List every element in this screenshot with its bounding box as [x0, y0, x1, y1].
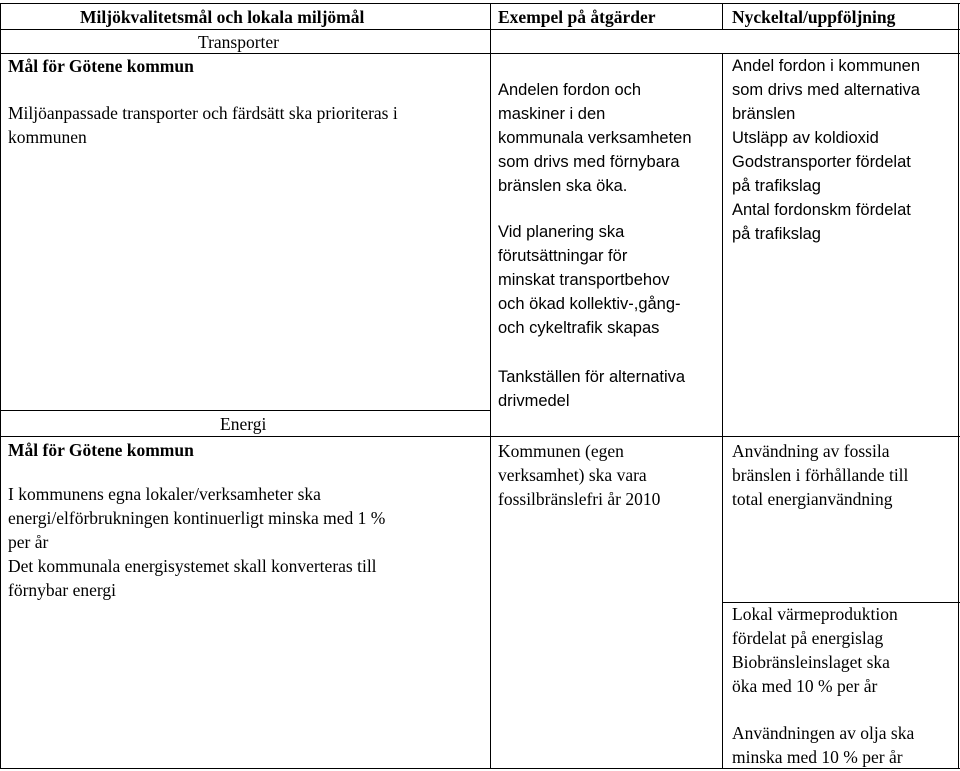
action-line: kommunala verksamheten — [498, 129, 692, 147]
action-line: Kommunen (egen — [498, 441, 624, 461]
transport-goal-line: kommunen — [8, 127, 87, 147]
header-actions: Exempel på åtgärder — [498, 7, 656, 27]
kpi-line: Godstransporter fördelat — [732, 153, 911, 171]
action-line: maskiner i den — [498, 105, 606, 123]
action-line: som drivs med förnybara — [498, 153, 680, 171]
energy-kpis-1 — [732, 439, 908, 511]
kpi-line: bränslen i förhållande till — [732, 465, 909, 485]
energy-kpis-3 — [732, 721, 914, 769]
kpi-line: Användning av fossila — [732, 441, 890, 461]
energy-goal-line: förnybar energi — [8, 580, 117, 600]
action-line: bränslen ska öka. — [498, 177, 628, 195]
kpi-line: Användningen av olja ska — [732, 723, 915, 743]
table-border-top — [0, 3, 960, 4]
transport-goal-title: Mål för Götene kommun — [8, 56, 194, 76]
column-divider-2-header — [722, 3, 723, 29]
transport-actions-3 — [498, 365, 685, 413]
energy-goal-title: Mål för Götene kommun — [8, 440, 194, 460]
action-line: fossilbränslefri år 2010 — [498, 489, 661, 509]
kpi-line: total energianvändning — [732, 489, 893, 509]
energy-goal-line: per år — [8, 532, 49, 552]
section-transport: Transporter — [198, 32, 280, 52]
energy-actions — [498, 439, 660, 511]
kpi-line: på trafikslag — [732, 177, 821, 195]
energy-goal-line: energi/elförbrukningen kontinuerligt minska med 1 % — [8, 508, 386, 528]
energy-goal-line: Det kommunala energisystemet skall konverteras till — [8, 556, 377, 576]
action-line: drivmedel — [498, 392, 570, 410]
energy-goal-line: I kommunens egna lokaler/verksamheter ska — [8, 484, 321, 504]
header-kpis: Nyckeltal/uppföljning — [732, 7, 896, 27]
action-line: verksamhet) ska vara — [498, 465, 647, 485]
energy-kpis-2 — [732, 602, 898, 698]
kpi-line: öka med 10 % per år — [732, 676, 878, 696]
kpi-line: som drivs med alternativa — [732, 81, 920, 99]
action-line: Andelen fordon och — [498, 81, 642, 99]
action-line: minskat transportbehov — [498, 271, 670, 289]
kpi-line: bränslen — [732, 105, 796, 123]
table-border-right — [958, 3, 959, 769]
action-line: Vid planering ska — [498, 223, 625, 241]
transport-kpis — [732, 54, 920, 246]
transport-actions-2 — [498, 220, 681, 340]
action-line: Tankställen för alternativa — [498, 368, 686, 386]
kpi-line: fördelat på energislag — [732, 628, 884, 648]
action-line: förutsättningar för — [498, 247, 628, 265]
kpi-line: Utsläpp av koldioxid — [732, 129, 879, 147]
action-line: och cykeltrafik skapas — [498, 319, 660, 337]
action-line: och ökad kollektiv-,gång- — [498, 295, 681, 313]
kpi-line: Lokal värmeproduktion — [732, 604, 898, 624]
section-energy: Energi — [220, 414, 267, 434]
energy-goal-text — [8, 482, 385, 602]
energy-section-divider — [0, 436, 960, 437]
transport-actions-1 — [498, 78, 692, 198]
header-goals: Miljökvalitetsmål och lokala miljömål — [80, 7, 365, 27]
kpi-line: Andel fordon i kommunen — [732, 57, 921, 75]
transport-goal-text — [8, 101, 398, 149]
kpi-line: Biobränsleinslaget ska — [732, 652, 890, 672]
column-divider-1 — [490, 3, 491, 769]
transport-goal-line: Miljöanpassade transporter och färdsätt ska prioriteras i — [8, 103, 398, 123]
kpi-line: på trafikslag — [732, 225, 821, 243]
column-divider-2 — [722, 53, 723, 769]
energy-section-top — [0, 410, 490, 411]
header-row-divider — [0, 29, 960, 30]
kpi-line: minska med 10 % per år — [732, 747, 903, 767]
table-border-left — [0, 3, 1, 769]
kpi-line: Antal fordonskm fördelat — [732, 201, 911, 219]
